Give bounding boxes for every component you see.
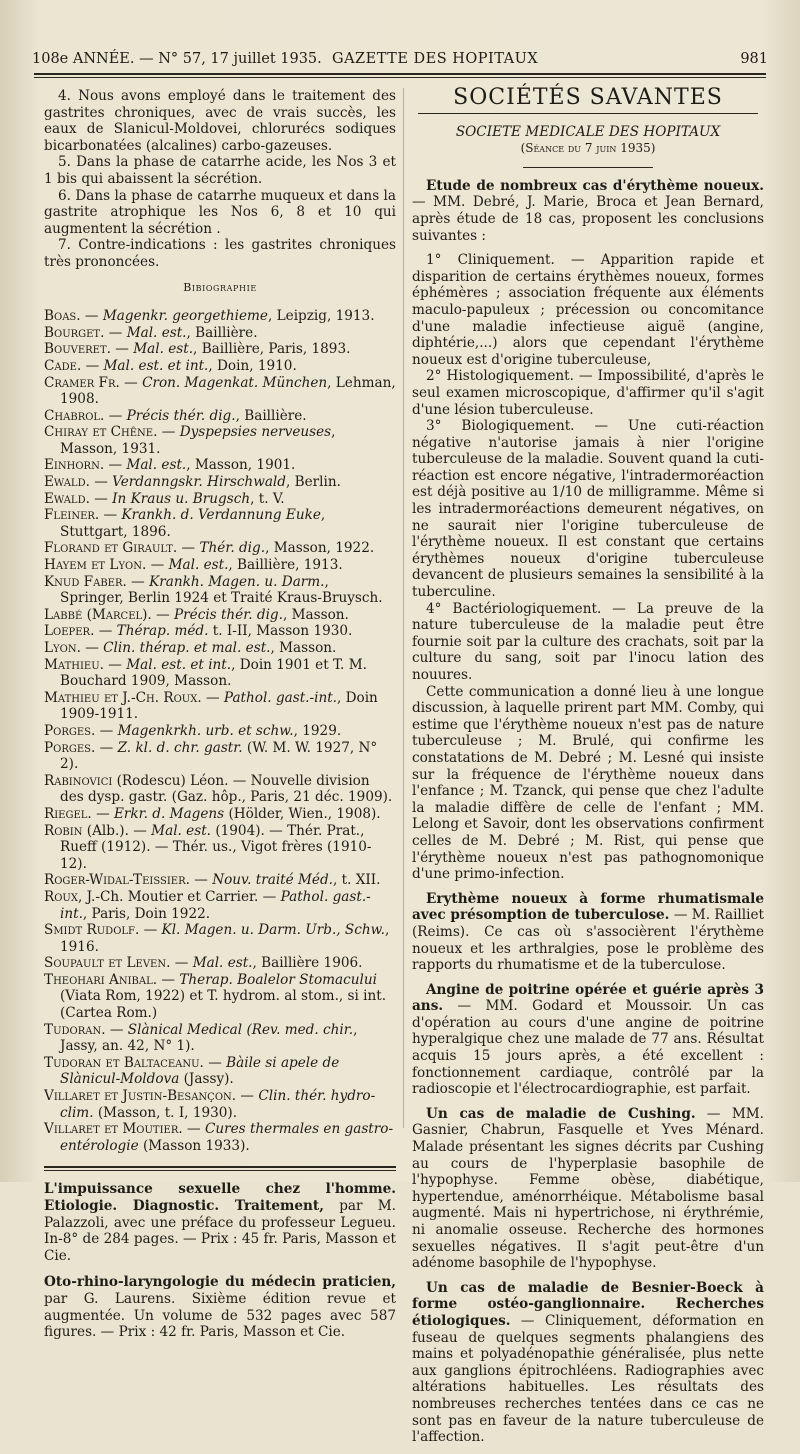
bib-details: , t. V. [250, 490, 285, 507]
bib-sep: — [104, 457, 127, 474]
bibliography-entry [44, 1121, 396, 1154]
discussion-paragraph: Cette communication a donné lieu à une longue discussion, à laquelle prirent part MM. Comby, qui estime que l'érythème noueux n'est pas de nature tuberculeuse ; M. Brulé, qui confirme les constatations de M. Debré ; M. Lesné qui insiste sur la fréquence de l'érythème noueux dans l'enfance ; M. Tzanck, qui pense que chez l'adulte la maladie diffère de celle de l'enfant ; MM. Lelong et Savoir, dont les observations confirment celles de M. Debré ; M. Rist, qui pense que l'érythème noueux n'est pas pathognomonique d'une primo-infection. [412, 683, 764, 883]
bib-details: , Berlin. [285, 474, 341, 491]
section-rule [418, 113, 758, 114]
bib-author: Robin [44, 822, 83, 839]
bib-author: Theohari Anibal. [44, 971, 158, 988]
article-body: — MM. Godard et Moussoir. Un cas d'opération au cours d'une angine de poitrine hyperalgique chez une malade de 77 ans. Résultat acquis 15 jours après, a été excellent : fonctionnement cardiaque, contrôlé par la radioscopie et l'électrocardiographie, est parfait. [412, 998, 764, 1098]
bib-details: , Jassy, an. 42, N° 1). [60, 1021, 358, 1055]
bibliography-entry [44, 823, 396, 873]
article-cushing [412, 1106, 764, 1272]
bib-author: Ewald. [44, 474, 90, 491]
bibliography-entry [44, 922, 396, 955]
bib-details: (Jassy). [179, 1071, 234, 1088]
paragraph-item-4: 4. Nous avons employé dans le traitement des gastrites chroniques, avec de vrais succès, les eaux de Slanicul-Moldovei, chlorurécs sodiques bicarbonatées (alcalines) carbo-gazeuses. [44, 88, 396, 154]
right-column [412, 85, 764, 1454]
bib-author: Fleiner. [44, 507, 100, 524]
bib-details: , Masson, 1901. [186, 457, 296, 474]
bibliography-entry [44, 408, 396, 425]
bib-sep: — [103, 656, 127, 673]
bibliography-entry [44, 607, 396, 624]
bib-author: Rabinovici [44, 772, 113, 789]
society-name: SOCIETE MEDICALE DES HOPITAUX [455, 123, 721, 140]
bibliography-entry [44, 457, 396, 474]
bib-title: Slànical Medical (Rev. med. chir. [127, 1021, 354, 1038]
bib-title: In Kraus u. Brugsch [112, 490, 251, 507]
bib-author: Soupault et Leven. [44, 955, 171, 972]
bib-title: Mal. est. [126, 324, 187, 341]
bib-author: Roux, [44, 888, 83, 905]
bib-sep: — [182, 1121, 205, 1138]
bibliography-entry [44, 640, 396, 657]
bib-author: Villaret et Moutier. [44, 1121, 183, 1138]
bib-details: , Masson, 1931. [60, 424, 336, 457]
bib-author: Riegel. [44, 805, 92, 822]
bib-sep: — [119, 374, 143, 391]
bib-author: Chabrol. [44, 407, 105, 424]
bib-sep: — [146, 557, 169, 574]
bib-details: , Doin, 1910. [208, 357, 297, 374]
bib-author: Loeper. [44, 623, 95, 640]
bib-sep: — [95, 722, 118, 739]
bib-sep: — [110, 341, 134, 358]
bib-title: Précis thér. dig. [126, 407, 236, 424]
book-title: Oto-rhino-laryngologie du médecin praticien, [44, 1274, 396, 1291]
bibliography-entry [44, 474, 396, 491]
bib-title: Bàile si apele de Slànicul-Moldova [60, 1054, 340, 1088]
book-details: par G. Laurens. Sixième édition revue et augmentée. Un volume de 532 pages avec 587 figures. — Prix : 42 fr. Paris, Masson et Cie. [44, 1290, 396, 1341]
bib-author: Villaret et Justin-Besançon. [44, 1088, 237, 1105]
bib-sep: — [89, 490, 113, 507]
article-authors: — MM. Debré, J. Marie, Broca et Jean Bernard, après étude de 18 cas, proposent les conclusions suivantes : [412, 194, 764, 244]
header-rule-thin [34, 77, 766, 78]
bib-sep: — [80, 640, 104, 656]
article-title: Un cas de maladie de Besnier-Boeck à forme ostéo-ganglionnaire. Recherches étiologiques. [412, 1279, 764, 1329]
bibliography-entry [44, 623, 396, 640]
conclusion-2: 2° Histologiquement. — Impossibilité, d'après le seul examen microscopique, d'affirmer qu'il s'agit d'une lésion tuberculeuse. [412, 368, 764, 418]
bibliography-entry [44, 491, 396, 508]
bib-sep: — [170, 955, 193, 972]
bibliography-entry [44, 358, 396, 375]
bib-author: Tudoran et Baltaceanu. [44, 1054, 204, 1071]
bib-title: Nouv. traité Méd. [212, 872, 333, 889]
article-body: — Cliniquement, déformation en fuseau de quelques segments phalangiens des mains et polyadénopathie généralisée, plus nette aux ganglions épitrochléens. Radiographies avec altérations habituelles. Les résultats des nombreuses recherches tentées dans ce cas ne sont pas en faveur de la nature tuberculeuse de l'affection. [412, 1312, 764, 1446]
bib-author: Roger-Widal-Teissier. [44, 872, 190, 889]
book-title: L'impuissance sexuelle chez l'homme. Etiologie. Diagnostic. Traitement, [44, 1181, 396, 1214]
article-title: Erythème noueux à forme rhumatismale avec présomption de tuberculose. [412, 890, 764, 924]
bib-sep: — [91, 805, 114, 822]
bibliography-entry [44, 773, 396, 806]
book-notice [44, 1274, 396, 1340]
bibliography-entry [44, 955, 396, 972]
bib-title: Mal. est. [168, 557, 229, 574]
bibliography-entry [44, 1055, 396, 1088]
bib-sep: — [95, 739, 118, 756]
bib-sep: — [177, 540, 200, 557]
bib-title: Pathol. gast.-int. [60, 888, 371, 922]
bib-sep: — [89, 474, 113, 491]
bibliography-entry [44, 690, 396, 723]
bib-title: Therap. Boalelor Stomacului [179, 971, 377, 988]
bib-title: Thérap. méd. [116, 623, 209, 640]
bib-details: , Stuttgart, 1896. [60, 507, 326, 540]
article-title: Etude de nombreux cas d'érythème noueux. [426, 177, 764, 194]
bib-title: Magenkrkh. urb. et schw. [117, 722, 294, 739]
book-notice [44, 1181, 396, 1264]
paragraph-item-5: 5. Dans la phase de catarrhe acide, les Nos 3 et 1 bis qui abaissent la sécrétion. [44, 154, 396, 187]
bibliography-entry [44, 872, 396, 889]
bibliography-entry [44, 341, 396, 358]
bib-sep: — [80, 308, 103, 325]
bib-details: (W. M. W. 1927, N° 2). [60, 739, 378, 773]
session-date: (Séance du 7 juin 1935) [520, 141, 656, 156]
bib-sep: — [81, 357, 104, 374]
bib-title: Mal. est. [192, 955, 253, 972]
book-details: par M. Palazzoli, avec une préface du professeur Legueu. In-8° de 284 pages. — Prix : 45 fr. Paris, Masson et Cie. [44, 1198, 396, 1264]
bibliography-heading: Bibiographie [183, 280, 257, 294]
bib-author: Bourget. [44, 324, 105, 341]
bib-sep: — [236, 1088, 259, 1105]
bib-author: Chiray et Chêne. [44, 424, 158, 441]
column-divider [403, 88, 404, 1128]
bib-title: Mal. est. [133, 341, 194, 358]
bib-details: , Baillière. [186, 324, 258, 341]
bib-details: , Masson. [282, 606, 349, 623]
section-title: SOCIÉTÉS SAVANTES [453, 85, 723, 110]
short-rule [523, 167, 653, 168]
bib-sep: — [105, 1021, 128, 1038]
bib-author: Hayem et Lyon. [44, 557, 147, 574]
bib-title: Cures thermales en gastro-entérologie [60, 1121, 394, 1154]
bibliography-entry [44, 806, 396, 823]
bib-title: Mal. est. et int. [103, 357, 209, 374]
bib-author: Porges. [44, 722, 96, 739]
bib-details: , Doin 1901 et T. M. Bouchard 1909, Masson. [60, 656, 367, 690]
bib-author: Lyon. [44, 640, 81, 656]
paragraph-item-6: 6. Dans la phase de catarrhe muqueux et dans la gastrite atrophique les Nos 6, 8 et 10 qui augmentent la sécrétion . [44, 187, 396, 237]
bib-title: Dyspepsies nerveuses [179, 424, 332, 441]
bibliography-entry [44, 723, 396, 740]
bib-author: Boas. [44, 308, 81, 325]
bib-details: (1904). — Thér. Prat., Rueff (1912). — Thér. us., Vigot frères (1910-12). [60, 822, 372, 872]
bibliography-entry [44, 308, 396, 325]
bib-title: Clin. thér. hydro-clim. [60, 1088, 376, 1121]
bib-author: Cramer Fr. [44, 374, 120, 391]
bib-details: Nouvelle division des dysp. gastr. (Gaz. hôp., Paris, 21 déc. 1909). [60, 772, 393, 806]
bib-sep: J.-Ch. Moutier et Carrier. — [82, 888, 281, 905]
bib-title: Thér. dig. [199, 540, 266, 557]
bib-author: Einhorn. [44, 457, 105, 474]
bib-sep: — [99, 507, 122, 524]
header-rule [34, 73, 766, 75]
section-separator [44, 1166, 396, 1171]
bib-author: Mathieu. [44, 656, 104, 673]
bibliography-entry [44, 557, 396, 574]
bib-details: (Viata Rom, 1922) et T. hydrom. al stom., si int. (Cartea Rom.) [60, 988, 387, 1022]
bib-sep: (Rodescu) Léon. — [112, 772, 251, 789]
bibliography-entry [44, 889, 396, 922]
bib-author: Labbé (Marcel). [44, 606, 152, 623]
bibliography-entry [44, 740, 396, 773]
article-body: — MM. Gasnier, Chabrun, Fasquelle et Yves Ménard. Malade présentant les signes décrits par Cushing au cours de l'hyperplasie basophile de l'hypophyse. Femme obèse, diabétique, hypertendue, aménorrhéique. Métabolisme basal augmenté. Mais ni hypertrichose, ni érythrémie, ni anomalie osseuse. Recherche des hormones sexuelles négatives. Il s'agit peut-être d'un adénome basophile de l'hypophyse. [412, 1105, 764, 1272]
bib-sep: — [151, 606, 175, 623]
bib-author: Ewald. [44, 490, 90, 507]
bibliography-entry [44, 375, 396, 408]
article-erytheme [412, 178, 764, 244]
bib-details: (Masson, t. I, 1930). [93, 1104, 238, 1121]
bib-author: Bouveret. [44, 341, 111, 358]
bib-title: Kl. Magen. u. Darm. Urb., Schw. [161, 922, 385, 939]
article-title: Angine de poitrine opérée et guérie après 3 ans. [412, 981, 764, 1015]
conclusion-4: 4° Bactériologiquement. — La preuve de la nature tuberculeuse de la maladie peut être fournie soit par la culture des crachats, soit par la culture du sang, soit par l'inocu lation des nouures. [412, 600, 764, 683]
bib-sep: — [189, 872, 213, 889]
bib-title: Précis thér. dig. [174, 606, 283, 623]
bibliography-entry [44, 507, 396, 540]
bib-sep: — [126, 573, 150, 590]
bib-title: Krankh. d. Verdannung Euke [121, 507, 321, 524]
bib-title: Verdanngskr. Hirschwald [112, 474, 286, 491]
bibliography-entry [44, 325, 396, 342]
page-number: 981 [740, 51, 768, 67]
bib-author: Tudoran. [44, 1021, 106, 1038]
bib-author: Mathieu et J.-Ch. Roux. [44, 689, 202, 706]
article-rhumatismale [412, 891, 764, 974]
bib-title: Mal. est. [126, 457, 187, 474]
bib-details: (Hölder, Wien., 1908). [224, 805, 381, 822]
bib-details: , 1929. [293, 722, 342, 739]
bib-details: , Leipzig, 1913. [267, 308, 375, 325]
bibliography-entry [44, 972, 396, 1022]
article-title: Un cas de maladie de Cushing. [426, 1105, 696, 1122]
bibliography-list [44, 308, 396, 1154]
bib-details: , Doin 1909-1911. [60, 689, 378, 723]
bib-details: (Masson 1933). [138, 1137, 250, 1154]
paragraph-item-7: 7. Contre-indications : les gastrites chroniques très prononcées. [44, 237, 396, 270]
bib-details: t. I-II, Masson 1930. [208, 623, 353, 640]
bib-details: , t. XII. [333, 872, 381, 889]
issue-info: 108e ANNÉE. — N° 57, 17 juillet 1935. [32, 51, 322, 67]
article-body: — M. Railliet (Reims). Ce cas où s'associèrent l'érythème noueux et les arthralgies, pose le problème des rapports du rhumatisme et de la tuberculose. [412, 907, 764, 974]
bibliography-entry [44, 540, 396, 557]
bib-sep: — [157, 971, 180, 988]
conclusion-1: 1° Cliniquement. — Apparition rapide et disparition de certains érythèmes noueux, formes éphémères ; association fréquente aux éléments maculo-papuleux ; précession ou concomitance d'une maladie infectieuse aiguë (angine, diphtérie,...) alors que cependant l'érythème noueux est d'origine tuberculeuse, [412, 252, 764, 368]
bib-title: Mal. est. [151, 822, 211, 839]
bib-author: Knud Faber. [44, 573, 127, 590]
bibliography-entry [44, 657, 396, 690]
bib-sep: — [157, 424, 180, 441]
bibliography-entry [44, 574, 396, 607]
journal-title: GAZETTE DES HOPITAUX [332, 51, 539, 67]
bib-sep: — [203, 1054, 227, 1071]
bibliography-entry [44, 424, 396, 457]
bib-title: Mal. est. et int. [126, 656, 232, 673]
article-besnier-boeck [412, 1280, 764, 1446]
bib-title: Z. kl. d. chr. gastr. [117, 739, 243, 756]
bib-details: , Masson. [270, 640, 337, 656]
conclusion-3: 3° Biologiquement. — Une cuti-réaction négative n'autorise jamais à nier l'origine tuberculeuse de la maladie. Souvent quand la cuti-réaction est encore négative, l'intradermoréaction est déjà positive au 1/10 de milligramme. Même si les intradermoréactions demeurent négatives, on ne saurait nier l'origine tuberculeuse de l'érythème noueux. Il est constant que certains érythèmes noueux d'origine tuberculeuse devancent de plusieurs semaines la sensibilité à la tuberculine. [412, 418, 764, 601]
bib-details: , Baillière, 1913. [228, 557, 343, 574]
bib-sep: — [104, 407, 127, 424]
bib-author: Cade. [44, 357, 82, 374]
bib-sep: (Alb.). — [82, 822, 152, 839]
bib-details: , Paris, Doin 1922. [82, 905, 211, 922]
bib-sep: — [139, 922, 162, 939]
bib-author: Smidt Rudolf. [44, 922, 140, 939]
bibliography-entry [44, 1088, 396, 1121]
bib-details: , Lehman, 1908. [60, 374, 396, 408]
bib-title: Cron. Magenkat. München [142, 374, 328, 391]
bib-title: Pathol. gast.-int. [223, 689, 337, 706]
bib-sep: — [104, 324, 127, 341]
bib-author: Florand et Girault. [44, 540, 178, 557]
bib-sep: — [94, 623, 117, 640]
left-column [44, 88, 396, 1351]
bib-title: Krankh. Magen. u. Darm. [149, 573, 325, 590]
bib-details: , Masson, 1922. [265, 540, 375, 557]
bib-sep: — [201, 689, 224, 706]
article-angine [412, 982, 764, 1098]
running-header [32, 48, 768, 70]
bib-title: Clin. thérap. et mal. est. [103, 640, 271, 656]
bib-details: , 1916. [60, 922, 390, 955]
bib-details: , Baillière. [235, 407, 307, 424]
bib-title: Magenkr. georgethieme [102, 308, 268, 325]
bib-details: , Baillière 1906. [252, 955, 363, 972]
bib-details: , Baillière, Paris, 1893. [193, 341, 351, 358]
bib-details: , Springer, Berlin 1924 et Traité Kraus-Bruysch. [60, 573, 383, 607]
bibliography-entry [44, 1022, 396, 1055]
bib-author: Porges. [44, 739, 96, 756]
bib-title: Erkr. d. Magens [114, 805, 225, 822]
